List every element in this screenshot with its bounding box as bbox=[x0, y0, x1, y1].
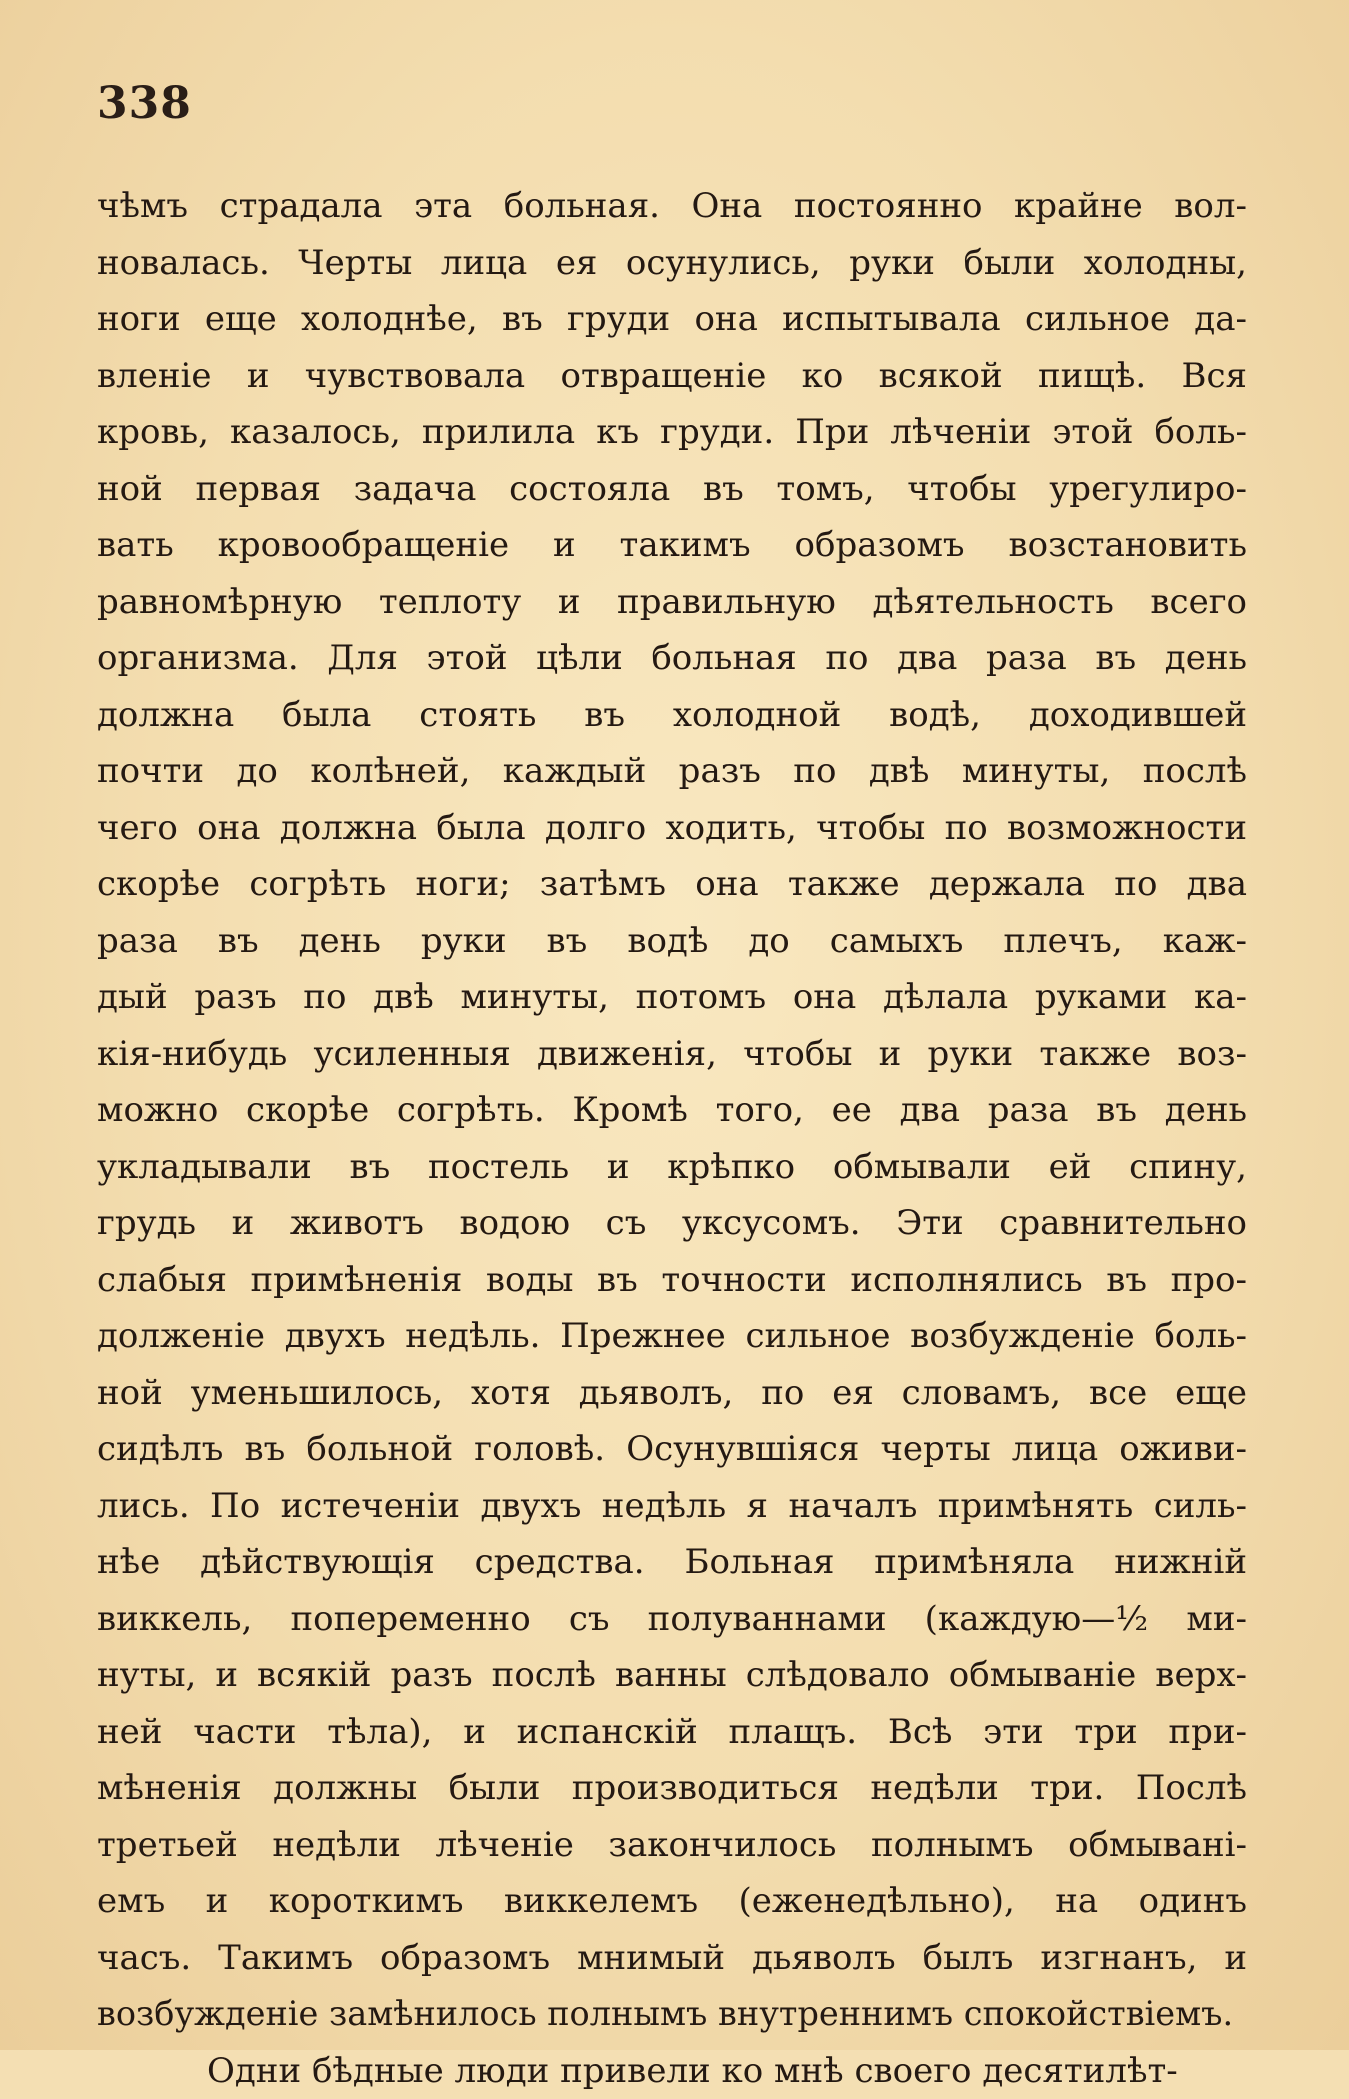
text-line: сидѣлъ въ больной головѣ. Осунувшіяся черты лица оживи- bbox=[97, 1421, 1247, 1478]
text-line: раза въ день руки въ водѣ до самыхъ плечъ, каж- bbox=[97, 913, 1247, 970]
text-line: ноги еще холоднѣе, въ груди она испытывала сильное да- bbox=[97, 291, 1247, 348]
body-text bbox=[97, 178, 1247, 2099]
text-line: лись. По истеченіи двухъ недѣль я началъ примѣнять силь- bbox=[97, 1478, 1247, 1535]
text-line: часъ. Такимъ образомъ мнимый дьяволъ былъ изгнанъ, и bbox=[97, 1930, 1247, 1987]
text-line: вленіе и чувствовала отвращеніе ко всякой пищѣ. Вся bbox=[97, 348, 1247, 405]
text-line: должна была стоять въ холодной водѣ, доходившей bbox=[97, 687, 1247, 744]
text-line: скорѣе согрѣть ноги; затѣмъ она также держала по два bbox=[97, 856, 1247, 913]
text-line: нуты, и всякій разъ послѣ ванны слѣдовало обмываніе верх- bbox=[97, 1647, 1247, 1704]
text-line: ной уменьшилось, хотя дьяволъ, по ея словамъ, все еще bbox=[97, 1365, 1247, 1422]
text-line: вать кровообращеніе и такимъ образомъ возстановить bbox=[97, 517, 1247, 574]
text-line: кія-нибудь усиленныя движенія, чтобы и руки также воз- bbox=[97, 1026, 1247, 1083]
text-line: ней части тѣла), и испанскій плащъ. Всѣ эти три при- bbox=[97, 1704, 1247, 1761]
text-line: грудь и животъ водою съ уксусомъ. Эти сравнительно bbox=[97, 1195, 1247, 1252]
text-line: можно скорѣе согрѣть. Кромѣ того, ее два раза въ день bbox=[97, 1082, 1247, 1139]
text-line: емъ и короткимъ виккелемъ (еженедѣльно), на одинъ bbox=[97, 1873, 1247, 1930]
page-number: 338 bbox=[97, 78, 192, 129]
text-line: почти до колѣней, каждый разъ по двѣ минуты, послѣ bbox=[97, 743, 1247, 800]
text-line: возбужденіе замѣнилось полнымъ внутреннимъ спокойствіемъ. bbox=[97, 1986, 1247, 2043]
text-line: ной первая задача состояла въ томъ, чтобы урегулиро- bbox=[97, 461, 1247, 518]
text-line: чѣмъ страдала эта больная. Она постоянно крайне вол- bbox=[97, 178, 1247, 235]
text-line: дый разъ по двѣ минуты, потомъ она дѣлала руками ка- bbox=[97, 969, 1247, 1026]
text-line: кровь, казалось, прилила къ груди. При лѣченіи этой боль- bbox=[97, 404, 1247, 461]
text-line: организма. Для этой цѣли больная по два раза въ день bbox=[97, 630, 1247, 687]
text-line: нѣе дѣйствующія средства. Больная примѣняла нижній bbox=[97, 1534, 1247, 1591]
text-line: третьей недѣли лѣченіе закончилось полнымъ обмывані- bbox=[97, 1817, 1247, 1874]
text-line: мѣненія должны были производиться недѣли три. Послѣ bbox=[97, 1760, 1247, 1817]
text-line: Одни бѣдные люди привели ко мнѣ своего десятилѣт- bbox=[97, 2043, 1247, 2099]
text-line: укладывали въ постель и крѣпко обмывали ей спину, bbox=[97, 1139, 1247, 1196]
text-line: равномѣрную теплоту и правильную дѣятельность всего bbox=[97, 574, 1247, 631]
text-line: виккель, попеременно съ полуваннами (каждую—½ ми- bbox=[97, 1591, 1247, 1648]
text-line: долженіе двухъ недѣль. Прежнее сильное возбужденіе боль- bbox=[97, 1308, 1247, 1365]
text-line: слабыя примѣненія воды въ точности исполнялись въ про- bbox=[97, 1252, 1247, 1309]
text-line: новалась. Черты лица ея осунулись, руки были холодны, bbox=[97, 235, 1247, 292]
text-line: чего она должна была долго ходить, чтобы по возможности bbox=[97, 800, 1247, 857]
